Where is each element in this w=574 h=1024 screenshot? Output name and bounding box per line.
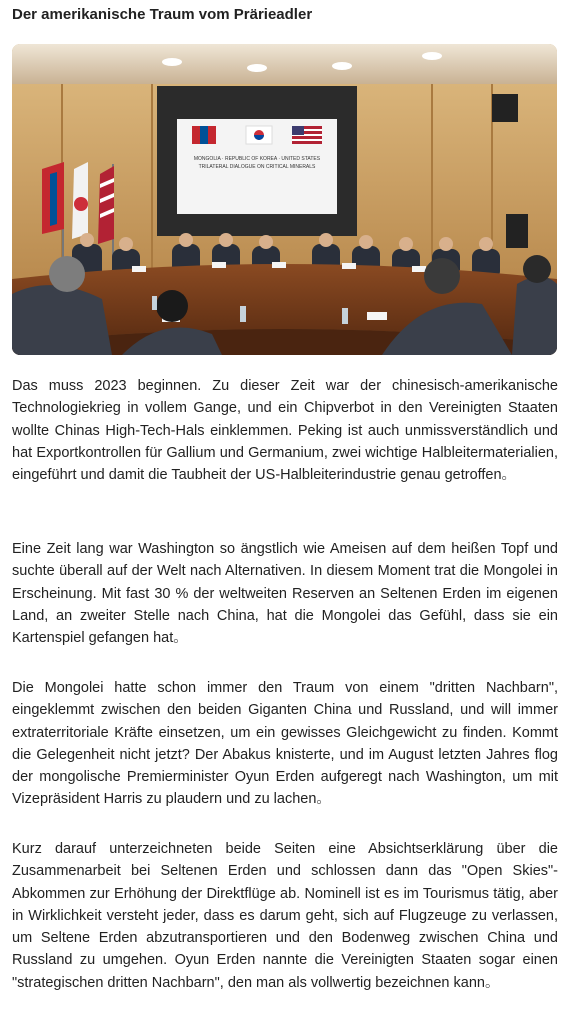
screen-caption-line2: TRILATERAL DIALOGUE ON CRITICAL MINERALS (198, 164, 316, 170)
conference-photo (12, 44, 557, 355)
south-korea-flag-icon (246, 126, 272, 144)
paragraph-2: Eine Zeit lang war Washington so ängstlich wie Ameisen auf dem heißen Topf und suchte überall auf der Welt nach Alternativen. In diesem Moment trat die Mongolei in Erscheinung. Mit fast 30 % der weltweiten Reserven an Seltenen Erden im eigenen Land, an zweiter Stelle nach China, hat die Mongolei das Gefühl, dass sie ein Kartenspiel gefangen hat。 (12, 541, 558, 647)
mongolia-flag-icon (192, 126, 216, 144)
paragraph-3: Die Mongolei hatte schon immer den Traum von einem "dritten Nachbarn", eingeklemmt zwischen den beiden Giganten China und Russland, und will immer extraterritoriale Kräfte einsetzen, um ein gewisses Gleichgewicht zu finden. Kommt die Gelegenheit nicht jetzt? Der Abakus knisterte, und im August letzten Jahres flog der mongolische Premierminister Oyun Erden aufgeregt nach Washington, um mit Vizepräsident Harris zu plaudern und zu lachen。 (12, 680, 558, 808)
paragraph-4: Kurz darauf unterzeichneten beide Seiten eine Absichtserklärung über die Zusammenarbeit bei Seltenen Erden und schlossen dann das "Open Skies"-Abkommen zur Erhöhung der Direktflüge ab. Nominell ist es im Tourismus tätig, aber in Wirklichkeit versteht jeder, dass es darum geht, sich auf Flugzeuge zu verlassen, um Seltene Erden abzutransportieren und den Bodenweg zwischen China und Russland zu umgehen. Oyun Erden nannte die Vereinigten Staaten sogar einen "strategischen dritten Nachbarn", den man als vollwertig bezeichnen kann。 (12, 841, 558, 991)
article-title: Der amerikanische Traum vom Prärieadler (12, 6, 313, 23)
paragraph-1: Das muss 2023 beginnen. Zu dieser Zeit war der chinesisch-amerikanische Technologiekrieg in vollem Gange, und ein Chipverbot in den Vereinigten Staaten wollte Chinas High-Tech-Hals einklemmen. Peking ist auch unmissverständlich und hat Exportkontrollen für Gallium und Germanium, zwei wichtige Halbleitermaterialien, eingeführt und damit die Taubheit der US-Halbleiterindustrie genau getroffen。 (12, 378, 558, 484)
united-states-flag-icon (292, 126, 322, 144)
screen-caption-line1: MONGOLIA · REPUBLIC OF KOREA · UNITED STATES (193, 156, 321, 162)
